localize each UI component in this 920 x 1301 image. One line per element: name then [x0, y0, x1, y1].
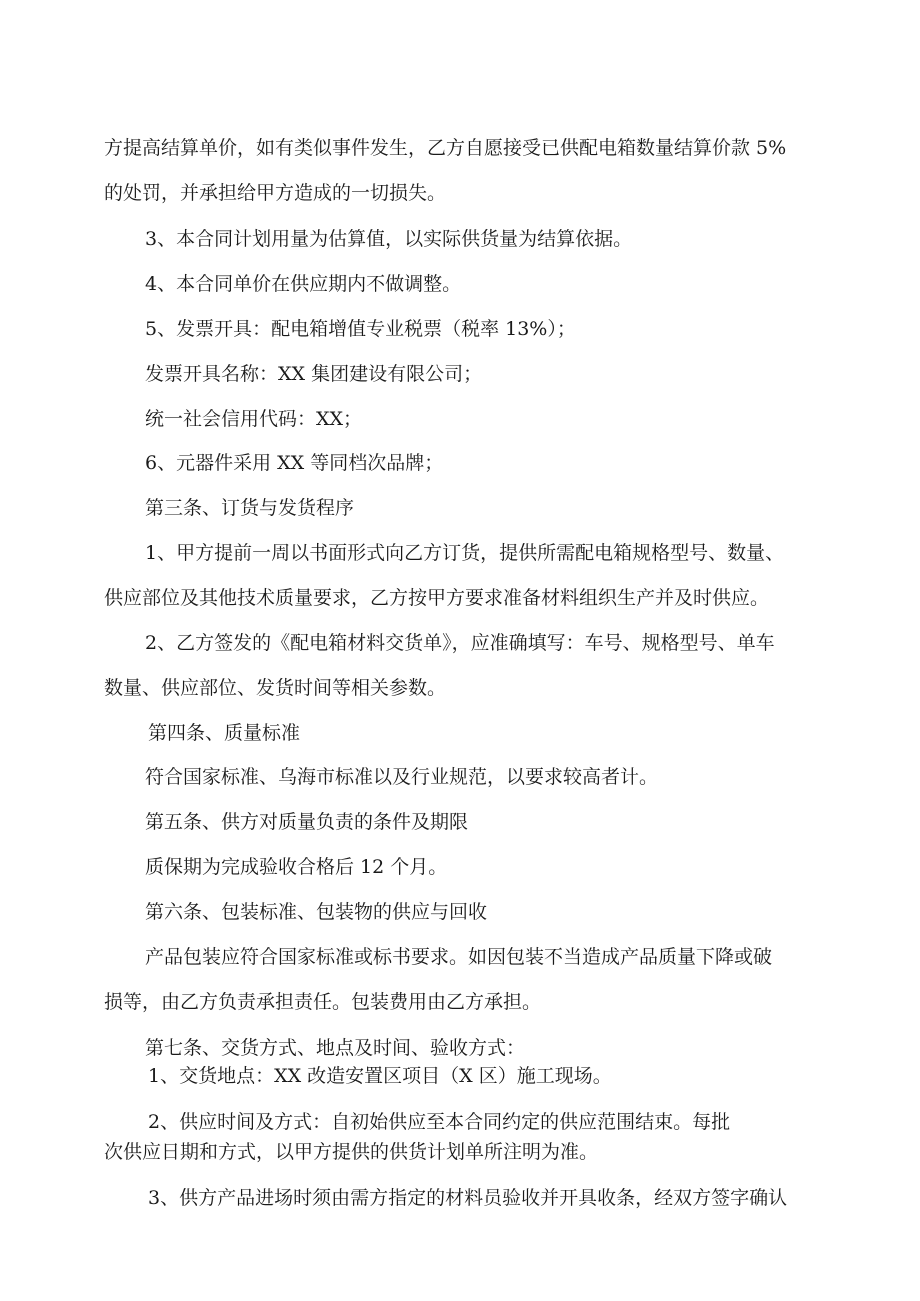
text-line: 损等，由乙方负责承担责任。包装费用由乙方承担。	[104, 991, 542, 1013]
text-line: 6、元器件采用 XX 等同档次品牌；	[145, 452, 444, 474]
text-line: 3、供方产品进场时须由需方指定的材料员验收并开具收条，经双方签字确认	[148, 1187, 788, 1209]
section-heading: 第六条、包装标准、包装物的供应与回收	[145, 901, 488, 923]
text-line: 的处罚，并承担给甲方造成的一切损失。	[104, 182, 447, 204]
text-line: 数量、供应部位、发货时间等相关参数。	[104, 677, 447, 699]
text-line: 2、供应时间及方式：自初始供应至本合同约定的供应范围结束。每批	[148, 1111, 731, 1133]
section-heading: 第七条、交货方式、地点及时间、验收方式：	[145, 1037, 526, 1059]
text-line: 1、交货地点：XX 改造安置区项目（X 区）施工现场。	[148, 1065, 612, 1087]
text-line: 次供应日期和方式，以甲方提供的供货计划单所注明为准。	[104, 1141, 599, 1163]
section-heading: 第四条、质量标准	[148, 722, 301, 744]
text-line: 统一社会信用代码：XX；	[145, 408, 363, 430]
text-line: 方提高结算单价，如有类似事件发生，乙方自愿接受已供配电箱数量结算价款 5%	[104, 137, 787, 159]
text-line: 1、甲方提前一周以书面形式向乙方订货，提供所需配电箱规格型号、数量、	[145, 542, 785, 564]
text-line: 4、本合同单价在供应期内不做调整。	[145, 273, 462, 295]
section-heading: 第五条、供方对质量负责的条件及期限	[145, 811, 469, 833]
text-line: 符合国家标准、乌海市标准以及行业规范，以要求较高者计。	[145, 766, 659, 788]
section-heading: 第三条、订货与发货程序	[145, 497, 355, 519]
text-line: 5、发票开具：配电箱增值专业税票（税率 13%）；	[145, 318, 576, 340]
text-line: 产品包装应符合国家标准或标书要求。如因包装不当造成产品质量下降或破	[145, 946, 773, 968]
text-line: 质保期为完成验收合格后 12 个月。	[145, 856, 448, 878]
text-line: 供应部位及其他技术质量要求，乙方按甲方要求准备材料组织生产并及时供应。	[104, 587, 770, 609]
text-line: 3、本合同计划用量为估算值，以实际供货量为结算依据。	[145, 228, 633, 250]
text-line: 发票开具名称：XX 集团建设有限公司；	[145, 363, 483, 385]
text-line: 2、乙方签发的《配电箱材料交货单》，应准确填写：车号、规格型号、单车	[145, 632, 775, 654]
